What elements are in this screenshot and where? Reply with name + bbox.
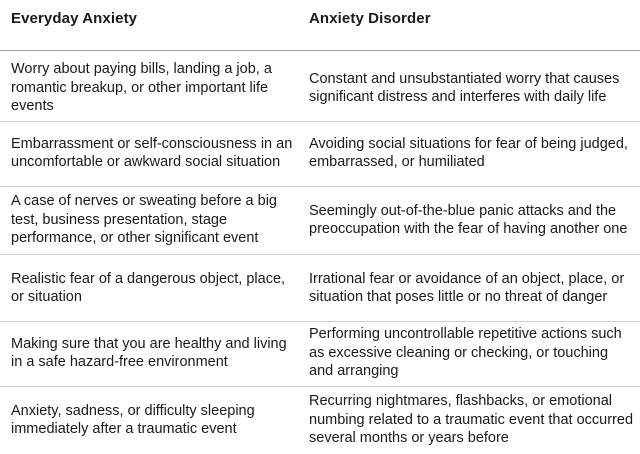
row-divider bbox=[0, 121, 640, 122]
header-everyday-anxiety: Everyday Anxiety bbox=[11, 10, 138, 27]
row-divider bbox=[0, 254, 640, 255]
table-row bbox=[0, 258, 640, 318]
disorder-cell: Seemingly out-of-the-blue panic attacks and the preoccupation with the fear of having another one bbox=[309, 202, 628, 237]
everyday-cell: Worry about paying bills, landing a job, a romantic breakup, or other important life events bbox=[11, 61, 272, 115]
disorder-cell: Irrational fear or avoidance of an object, place, or situation that poses little or no threat of danger bbox=[309, 270, 625, 305]
everyday-cell: Anxiety, sadness, or difficulty sleeping immediately after a traumatic event bbox=[11, 402, 255, 437]
table-row bbox=[0, 190, 640, 250]
everyday-cell: Making sure that you are healthy and living in a safe hazard-free environment bbox=[11, 335, 287, 370]
table-header-row bbox=[0, 0, 640, 50]
table-row bbox=[0, 389, 640, 451]
table-row bbox=[0, 56, 640, 120]
row-divider bbox=[0, 321, 640, 322]
everyday-cell: Embarrassment or self-consciousness in an uncomfortable or awkward social situation bbox=[11, 135, 293, 170]
row-divider bbox=[0, 186, 640, 187]
disorder-cell: Recurring nightmares, flashbacks, or emotional numbing related to a traumatic event that occurred several months or years before bbox=[309, 393, 634, 447]
disorder-cell: Constant and unsubstantiated worry that causes significant distress and interferes with daily life bbox=[309, 70, 620, 105]
table-row bbox=[0, 124, 640, 182]
row-divider bbox=[0, 386, 640, 387]
everyday-cell: Realistic fear of a dangerous object, place, or situation bbox=[11, 270, 286, 305]
header-divider bbox=[0, 50, 640, 51]
disorder-cell: Performing uncontrollable repetitive actions such as excessive cleaning or checking, or touching and arranging bbox=[309, 326, 622, 380]
everyday-cell: A case of nerves or sweating before a big test, business presentation, stage performance, or other significant event bbox=[11, 193, 277, 247]
table-row bbox=[0, 323, 640, 383]
header-anxiety-disorder: Anxiety Disorder bbox=[309, 10, 431, 27]
disorder-cell: Avoiding social situations for fear of being judged, embarrassed, or humiliated bbox=[309, 135, 628, 170]
